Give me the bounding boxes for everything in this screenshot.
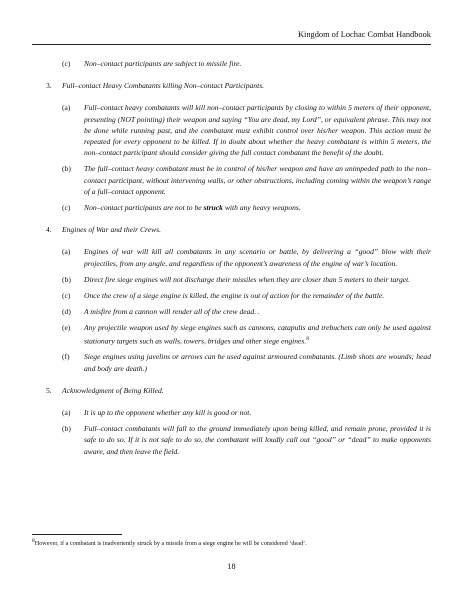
list-item xyxy=(62,322,431,346)
list-item xyxy=(62,246,431,268)
section-title: Full–contact Heavy Combatants killing Non–contact Participants. xyxy=(62,81,265,91)
item-text: It is up to the opponent whether any kill is good or not. xyxy=(84,408,252,417)
footnote xyxy=(32,537,431,549)
item-text: Direct fire siege engines will not discharge their missiles when they are closer than 5 meters to their target. xyxy=(84,274,411,284)
item-text xyxy=(84,322,431,346)
item-label: (f) xyxy=(62,352,70,362)
footnote-marker: 8 xyxy=(306,335,310,342)
item-text xyxy=(84,202,431,213)
list-item xyxy=(62,351,431,373)
list-item xyxy=(62,306,431,317)
list-item xyxy=(62,202,431,213)
list-item xyxy=(62,163,431,197)
section-heading xyxy=(32,385,431,396)
list-item xyxy=(62,290,431,301)
footnote-rule xyxy=(32,534,122,535)
footnote-number: 8 xyxy=(32,538,35,544)
item-text: Siege engines using javelins or arrows can be used against armoured combatants. (Limb shots are wounds; head and body are death.) xyxy=(84,352,431,373)
list-item xyxy=(62,274,431,285)
section-heading xyxy=(32,80,431,91)
item-label: (e) xyxy=(62,323,71,333)
header-rule xyxy=(32,44,431,45)
item-label: (c) xyxy=(62,291,71,301)
text-run: Non–contact participants are not to be xyxy=(84,203,204,213)
item-label: (c) xyxy=(62,59,71,68)
section-heading xyxy=(32,224,431,235)
section-number: 3. xyxy=(46,81,52,91)
item-text: Full–contact heavy combatants will kill non–contact participants by closing to within 5 meters of their opponent, presenting (NOT pointing) their weapon and saying “You are dead, my Lord”, or equivalent phrase. This may not be done while running past, and the combatant must exhibit control over his/her weapon. This action must be repeated for every opponent to be killed. If in doubt about whether the heavy combatant is within 5 meters, the non–contact participant should consider giving the full contact combatant the benefit of the doubt. xyxy=(84,103,431,158)
section-title: Engines of War and their Crews. xyxy=(62,225,162,235)
section-number: 4. xyxy=(46,225,52,235)
item-text: Non–contact participants are subject to missile fire. xyxy=(84,59,242,68)
item-label: (b) xyxy=(62,424,71,434)
list-item xyxy=(62,58,431,69)
item-text: A misfire from a cannon will render all of the crew dead. . xyxy=(84,307,260,317)
footnote-text: However, if a combatant is inadvertently struck by a missile from a siege engine he will be considered ‘dead’. xyxy=(34,540,307,548)
item-text: Once the crew of a siege engine is killed, the engine is out of action for the remainder of the battle. xyxy=(84,291,385,301)
item-label: (d) xyxy=(62,307,71,317)
item-label: (a) xyxy=(62,408,71,417)
list-item xyxy=(62,423,431,457)
text-run: Any projectile weapon used by siege engines such as cannons, catapults and trebuchets can only be used against stationary targets such as walls, towers, bridges and other siege engines. xyxy=(84,323,431,346)
list-item xyxy=(62,102,431,158)
text-run: with any heavy weapons. xyxy=(222,203,301,213)
page-body xyxy=(32,58,431,457)
section-number: 5. xyxy=(46,385,52,395)
item-label: (b) xyxy=(62,164,71,174)
list-item xyxy=(62,407,431,418)
bold-term: struck xyxy=(203,203,223,213)
item-label: (a) xyxy=(62,247,71,257)
page-number: 18 xyxy=(227,562,236,571)
item-label: (c) xyxy=(62,203,71,213)
item-label: (b) xyxy=(62,274,71,284)
item-label: (a) xyxy=(62,103,71,113)
item-text: Full–contact combatants will fall to the ground immediately upon being killed, and remain prone, provided it is safe to do so. If it is not safe to do so, the combatant will loudly call out “good” or “dead” to make opponents aware, and then leave the field. xyxy=(84,424,431,456)
item-text: The full–contact heavy combatant must be in control of his/her weapon and have an unimpeded path to the non–contact participant, without intervening walls, or other obstructions, including coming within the weapon’s range of a full–contact opponent. xyxy=(84,164,431,196)
running-header: Kingdom of Lochac Combat Handbook xyxy=(297,30,431,39)
item-text: Engines of war will kill all combatants in any scenario or battle, by delivering a “good” blow with their projectiles, from any angle, and regardless of the opponent’s awareness of the engine of war’s location. xyxy=(84,247,431,268)
section-title: Acknowledgment of Being Killed. xyxy=(62,385,164,395)
